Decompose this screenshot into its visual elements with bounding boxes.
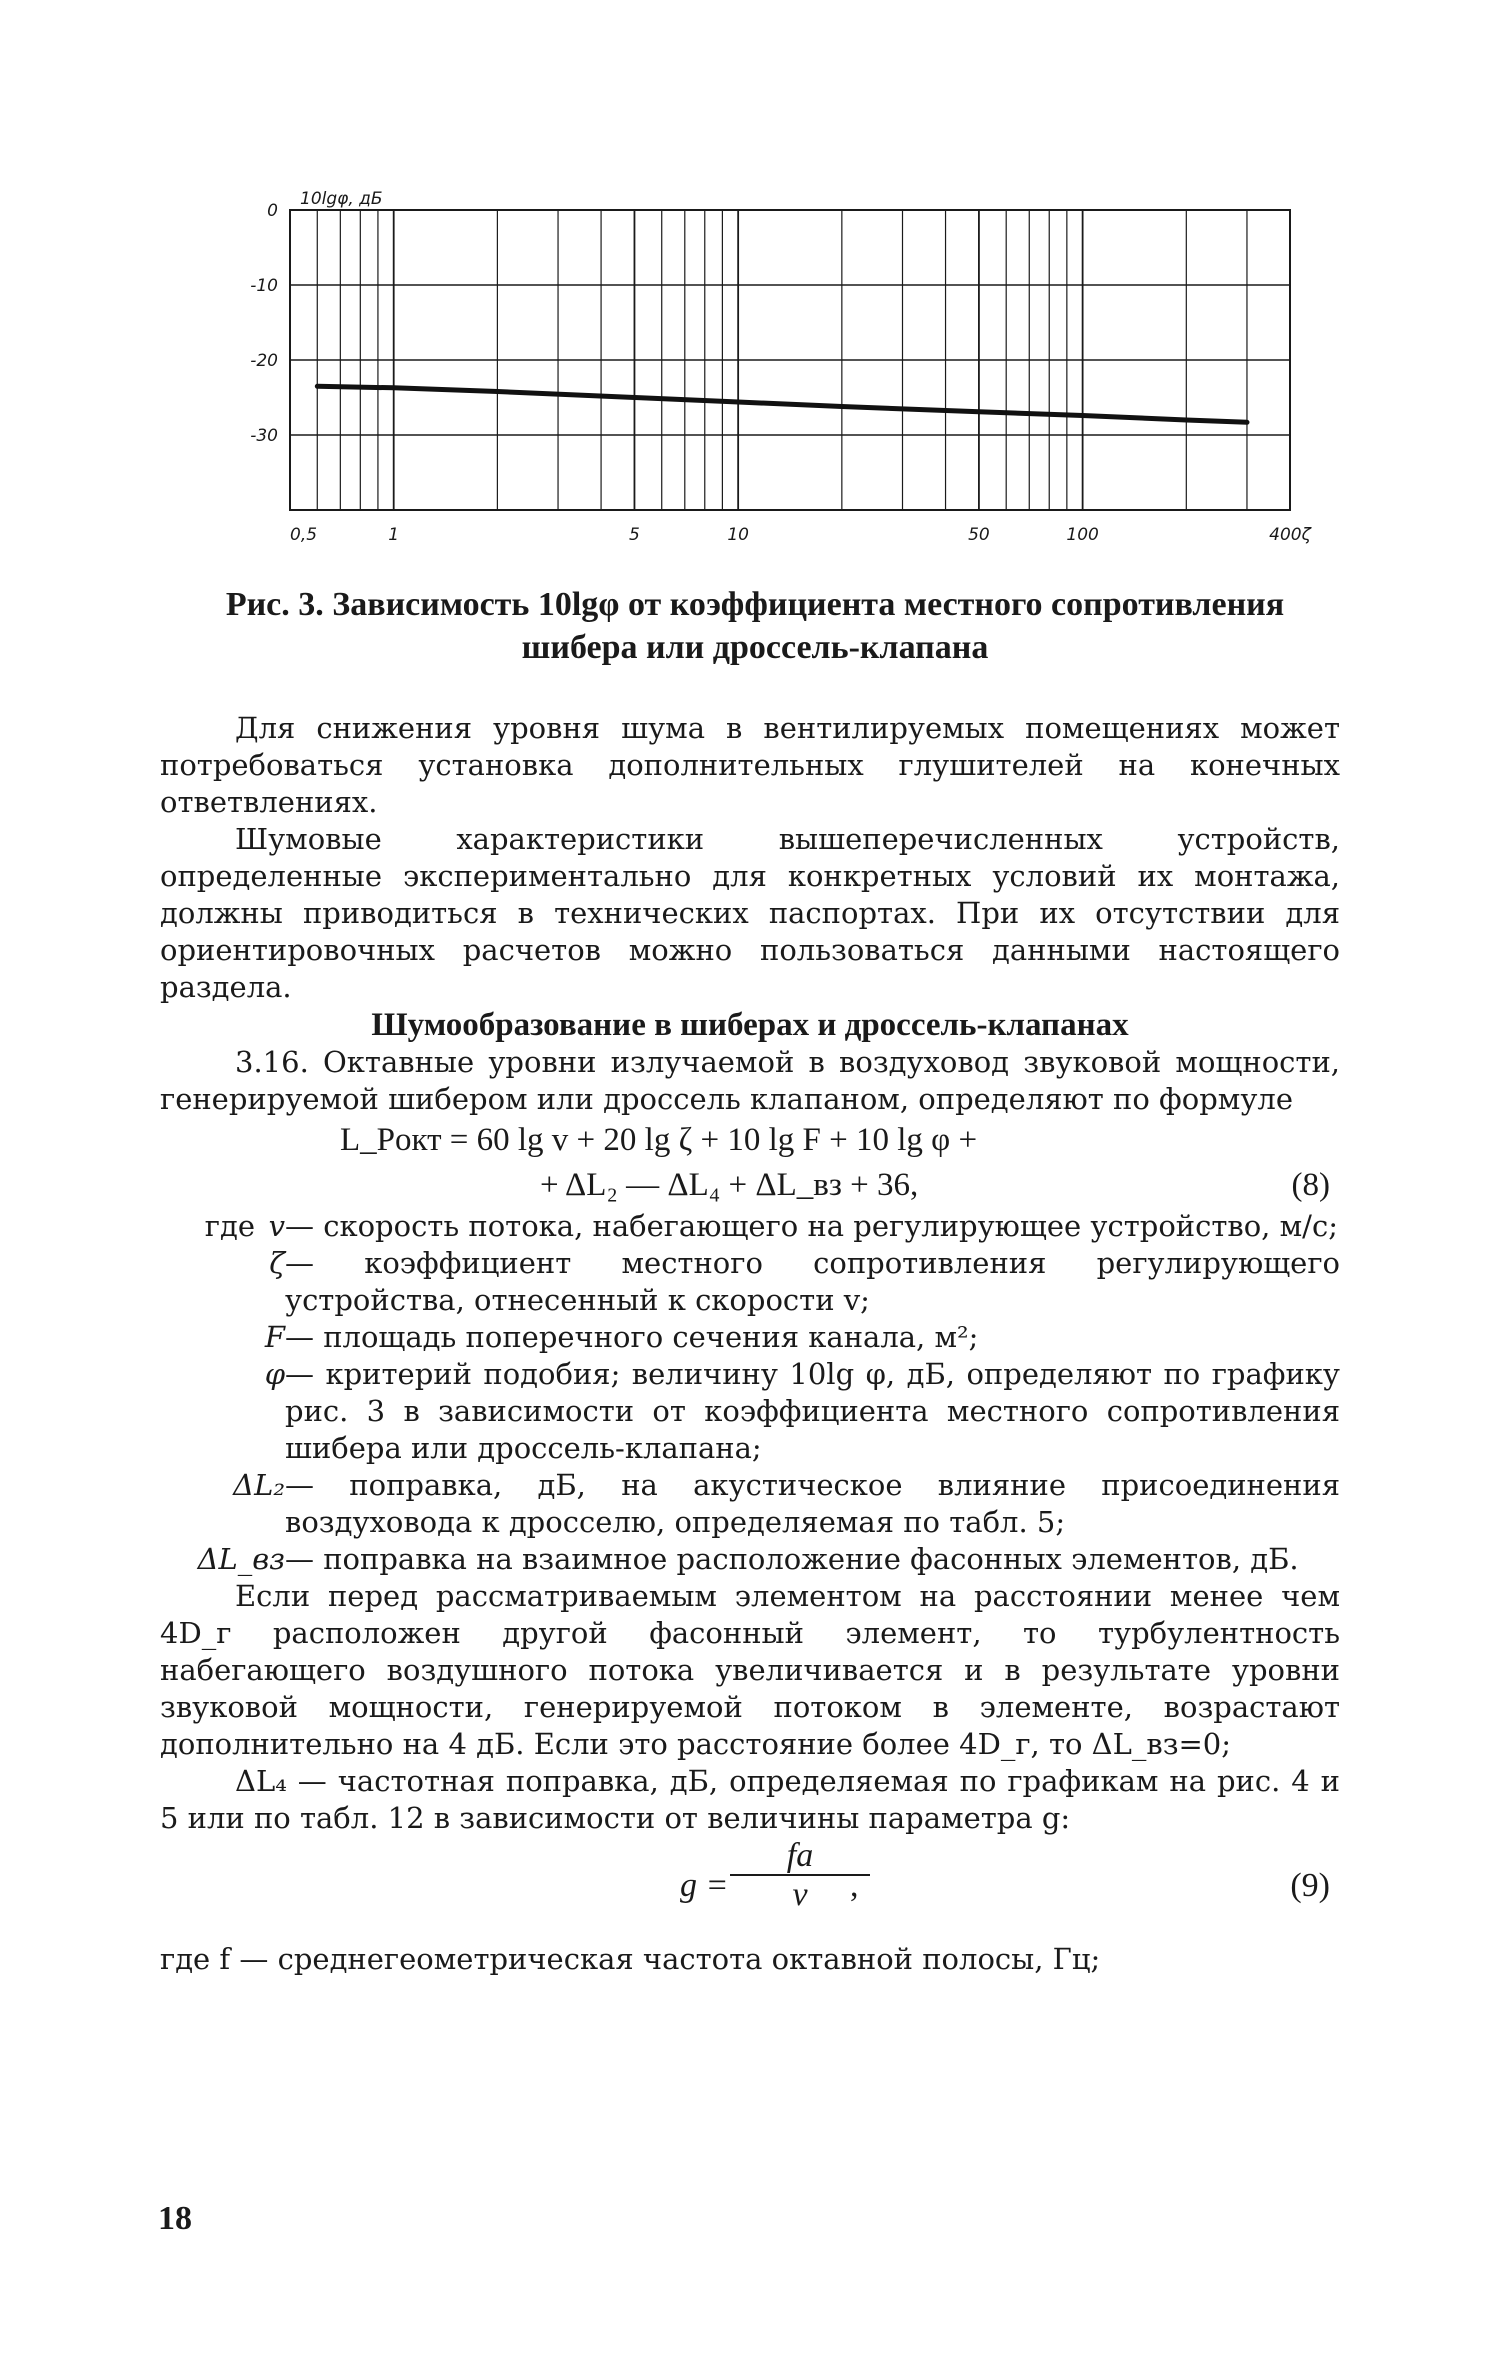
definition-text: — критерий подобия; величину 10lg φ, дБ, определяют по графику рис. 3 в зависимости от коэффициента местного сопротивления шибера или дроссель-клапана; [285, 1357, 1340, 1465]
paragraph: Шумовые характеристики вышеперечисленных устройств, определенные экспериментально для конкретных условий их монтажа, должны приводиться в технических паспортах. При их отсутствии для ориентировочных расчетов можно пользоваться данными настоящего раздела. [160, 822, 1340, 1004]
figure-caption: Рис. 3. Зависимость 10lgφ от коэффициента местного сопротивления шибера или дроссель-клапана [225, 586, 1285, 666]
fraction [730, 1837, 870, 1913]
definition-row [160, 1356, 1340, 1467]
paragraph: ΔL₄ — частотная поправка, дБ, определяемая по графикам на рис. 4 и 5 или по табл. 12 в зависимости от величины параметра g: [160, 1764, 1340, 1835]
x-tick-label: 50 [968, 525, 990, 545]
formula-9 [160, 1837, 1340, 1941]
definition-row [160, 1245, 1340, 1319]
definition-text: — коэффициент местного сопротивления регулирующего устройства, отнесенный к скорости v; [285, 1246, 1340, 1317]
paragraph: Если перед рассматриваемым элементом на расстоянии менее чем 4D_г расположен другой фасонный элемент, то турбулентность набегающего воздушного потока увеличивается и в результате уровни звуковой мощности, генерируемой потоком в элементе, возрастают дополнительно на 4 дБ. Если это расстояние более 4D_г, то ΔL_вз=0; [160, 1579, 1340, 1761]
definition-symbol: ΔL_вз [197, 1542, 285, 1576]
formula-number: (9) [1290, 1867, 1330, 1904]
formula-line: L_Pокт = 60 lg v + 20 lg ζ + 10 lg F + 10 lg φ + [340, 1122, 978, 1158]
chart-svg [235, 180, 1325, 565]
formula-number: (8) [1291, 1167, 1330, 1203]
fraction-numerator: fa [730, 1837, 870, 1876]
y-tick-label: 0 [267, 201, 278, 221]
definition-text: — поправка, дБ, на акустическое влияние присоединения воздуховода к дросселю, определяемая по табл. 5; [285, 1468, 1340, 1539]
chart-figure [235, 180, 1325, 565]
y-tick-label: -20 [250, 351, 278, 371]
definition-row [160, 1319, 1340, 1356]
x-tick-label: 100 [1066, 525, 1099, 545]
definition-symbol: v [268, 1209, 285, 1243]
x-tick-label: 0,5 [290, 525, 318, 545]
x-tick-label: 5 [629, 525, 640, 545]
definition-symbol: ΔL₂ [233, 1468, 285, 1502]
formula-lhs: g = [680, 1867, 729, 1904]
x-tick-label: 400ζ [1269, 525, 1311, 545]
definition-symbol: φ [264, 1357, 285, 1391]
section-heading: Шумообразование в шиберах и дроссель-клапанах [371, 1007, 1129, 1043]
body-text [160, 710, 1340, 1978]
definition-symbol: F [264, 1320, 285, 1354]
fraction-denominator: v [792, 1876, 808, 1913]
paragraph: Для снижения уровня шума в вентилируемых помещениях может потребоваться установка дополнительных глушителей на конечных ответвлениях. [160, 711, 1340, 819]
series-line [317, 386, 1247, 422]
definition-row [160, 1541, 1340, 1578]
y-tick-label: -30 [250, 426, 278, 446]
paragraph: 3.16. Октавные уровни излучаемой в воздуховод звуковой мощности, генерируемой шибером или дроссель клапаном, определяют по формуле [160, 1045, 1340, 1116]
definition-symbol: ζ [269, 1246, 285, 1280]
formula-8 [160, 1118, 1340, 1208]
definition-row [160, 1467, 1340, 1541]
definition-row [160, 1208, 1340, 1245]
definition-text: — скорость потока, набегающего на регулирующее устройство, м/с; [285, 1209, 1338, 1243]
definition-text: — поправка на взаимное расположение фасонных элементов, дБ. [285, 1542, 1299, 1576]
definitions-list [160, 1208, 1340, 1578]
page-number: 18 [158, 2200, 192, 2237]
y-tick-label: -10 [250, 276, 278, 296]
formula-comma: , [850, 1867, 859, 1904]
definition-text: — площадь поперечного сечения канала, м²; [285, 1320, 979, 1354]
paragraph: где f — среднегеометрическая частота октавной полосы, Гц; [160, 1942, 1101, 1976]
y-axis-label: 10lgφ, дБ [300, 189, 383, 209]
formula-line: + ΔL₂ — ΔL₄ + ΔL_вз + 36, [540, 1167, 919, 1203]
x-tick-label: 1 [388, 525, 400, 545]
x-tick-label: 10 [727, 525, 749, 545]
where-label: где [204, 1209, 255, 1243]
